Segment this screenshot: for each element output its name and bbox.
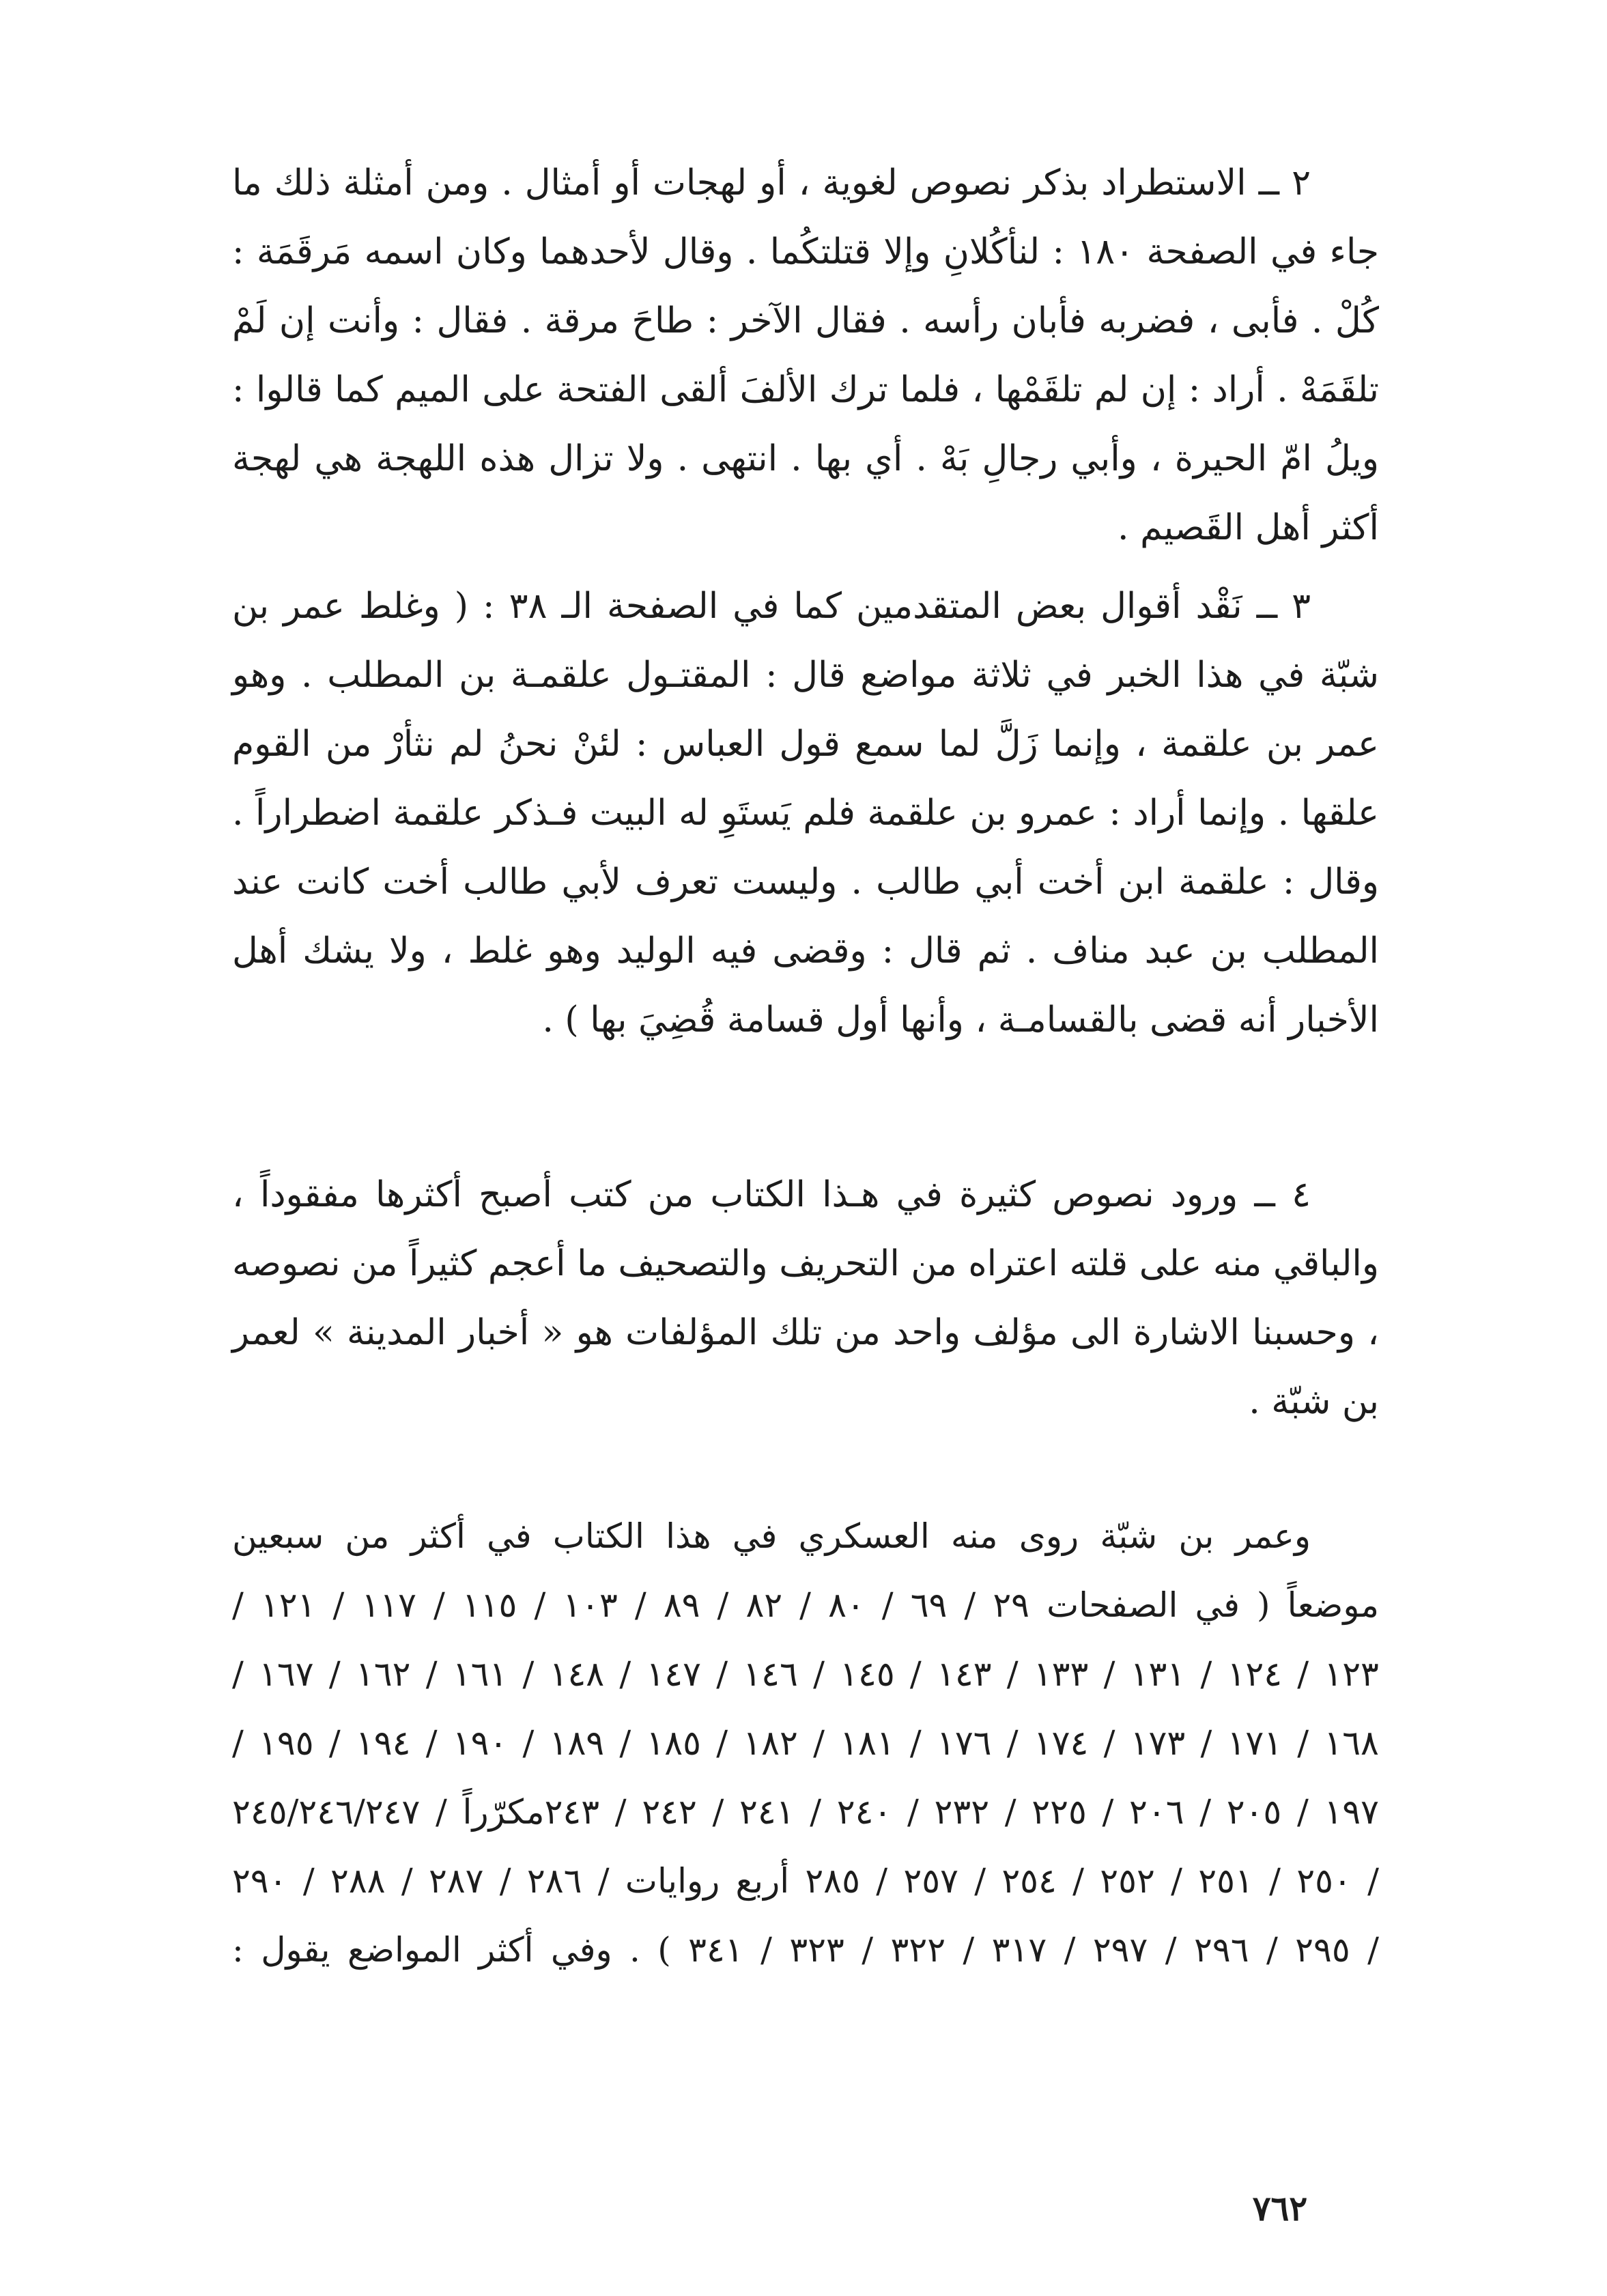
cited-page-number: ١٣١ bbox=[1130, 1654, 1186, 1694]
paragraph-text: ٤ ــ ورود نصوص كثيرة في هـذا الكتاب من كتب أصبح أكثرها مفقوداً ، والباقي منه على قلته اعتراه من التحريف والتصحيف ما أعجم كثيراً من نصوصه ، وحسبنا الاشارة الى مؤلف واحد من تلك المؤلفات هو « أخبار المدينة » لعمر بن شبّة . bbox=[232, 1174, 1379, 1422]
cited-page-number: ٢٩٠ bbox=[232, 1861, 287, 1901]
cited-page-number: ٣٢٢ bbox=[890, 1930, 946, 1970]
cited-page-number: ٣٤١ bbox=[688, 1930, 743, 1970]
cited-page-number: ٢٠٦ bbox=[1128, 1792, 1184, 1832]
cited-page-number: ٢٤٠ bbox=[836, 1792, 892, 1832]
cited-page-number: ٢٥٤ bbox=[1001, 1861, 1057, 1901]
paragraph-4-lost-sources bbox=[232, 1161, 1379, 1436]
paragraph-cited-pages bbox=[232, 1502, 1379, 1985]
cited-page-number: ٢٥١ bbox=[1198, 1861, 1253, 1901]
cited-page-number: ١٧٤ bbox=[1033, 1723, 1089, 1763]
cited-page-number: ٢٥٠ bbox=[1296, 1861, 1352, 1901]
cited-page-number: ٦٩ bbox=[910, 1585, 948, 1625]
cited-pages-list: ٢٩ / ٦٩ / ٨٠ / ٨٢ / ٨٩ / ١٠٣ / ١١٥ / ١١٧ / ١٢١ / ١٢٣ / ١٢٤ / ١٣١ / ١٣٣ / ١٤٣ / ١٤٥ / ١٤٦ / ١٤٧ / ١٤٨ / ١٦١ / ١٦٢ / ١٦٧ / ١٦٨ / ١٧١ / ١٧٣ / ١٧٤ / ١٧٦ / ١٨١ / ١٨٢ / ١٨٥ / ١٨٩ / ١٩٠ / ١٩٤ / ١٩٥ / ١٩٧ / ٢٠٥ / ٢٠٦ / ٢٢٥ / ٢٣٢ / ٢٤٠ / ٢٤١ / ٢٤٢ / ٢٤٣مكرّراً / ٢٤٥/٢٤٦/٢٤٧ / ٢٥٠ / ٢٥١ / ٢٥٢ / ٢٥٤ / ٢٥٧ / ٢٨٥ أربع روايات / ٢٨٦ / ٢٨٧ / ٢٨٨ / ٢٩٠ / ٢٩٥ / ٢٩٦ / ٢٩٧ / ٣١٧ / ٣٢٢ / ٣٢٣ / ٣٤١ bbox=[232, 1585, 1380, 1970]
cited-page-number: ١٩٠ bbox=[452, 1723, 508, 1763]
cited-page-number: ٢٩ bbox=[993, 1585, 1030, 1625]
cited-page-number: ٢٨٦ bbox=[526, 1861, 582, 1901]
cited-page-number: ١٩٥ bbox=[259, 1723, 314, 1763]
cited-page-number: ١٦٨ bbox=[1324, 1723, 1379, 1763]
page-number: ٧٦٢ bbox=[1252, 2188, 1308, 2228]
cited-page-number: ١٠٣ bbox=[563, 1585, 618, 1625]
paragraph-3-criticism bbox=[232, 572, 1379, 1055]
cited-page-number: ٢٨٨ bbox=[330, 1861, 386, 1901]
cited-page-number: ١٩٧ bbox=[1324, 1792, 1380, 1832]
cited-page-number: ١٦١ bbox=[452, 1654, 508, 1694]
cited-page-number: ٢٥٢ bbox=[1100, 1861, 1155, 1901]
cited-page-number: ٨٢ bbox=[745, 1585, 783, 1625]
cited-page-number: ١٤٦ bbox=[743, 1654, 798, 1694]
cited-page-number: ٨٠ bbox=[828, 1585, 865, 1625]
cited-page-number: ١٩٤ bbox=[355, 1723, 411, 1763]
cited-page-number: ٢٠٥ bbox=[1226, 1792, 1282, 1832]
closing-intro: وعمر بن شبّة روى منه العسكري في هذا الكتاب في أكثر من سبعين موضعاً ( في الصفحات bbox=[232, 1516, 1380, 1625]
cited-page-number: ٣٢٣ bbox=[789, 1930, 844, 1970]
cited-page-number: ١٧١ bbox=[1227, 1723, 1283, 1763]
paragraph-text: ٣ ــ نَقْد أقوال بعض المتقدمين كما في الصفحة الـ ٣٨ : ( وغلط عمر بن شبّة في هذا الخبر في ثلاثة مواضع قال : المقتـول علقمـة بن المطلب . وهو عمر بن علقمة ، وإنما زَلَّ لما سمع قول العباس : لئنْ نحنُ لم نثأرْ من القوم علقها . وإنما أراد : عمرو بن علقمة فلم يَستَوِ له البيت فـذكر علقمة اضطراراً . وقال : علقمة ابن أخت أبي طالب . وليست تعرف لأبي طالب أخت كانت عند المطلب بن عبد مناف . ثم قال : وقضى فيه الوليد وهو غلط ، ولا يشك أهل الأخبار أنه قضى بالقسامـة ، وأنها أول قسامة قُضِيَ بها ) . bbox=[232, 586, 1379, 1040]
cited-page-number: ١٧٣ bbox=[1130, 1723, 1186, 1763]
cited-page-number: ٢٨٧ bbox=[428, 1861, 484, 1901]
cited-page-number: ١٦٧ bbox=[259, 1654, 314, 1694]
cited-page-number: ١٢٤ bbox=[1227, 1654, 1283, 1694]
cited-page-number: ١٢٣ bbox=[1324, 1654, 1379, 1694]
closing-tail: ) . وفي أكثر المواضع يقول : bbox=[232, 1930, 671, 1970]
cited-page-number: ١٨١ bbox=[840, 1723, 895, 1763]
cited-page-number: ١١٥ bbox=[461, 1585, 517, 1625]
cited-page-number: ١٢١ bbox=[260, 1585, 316, 1625]
cited-page-number: ١٤٥ bbox=[840, 1654, 895, 1694]
cited-page-number: ٢٤٥/٢٤٦/٢٤٧ bbox=[232, 1792, 421, 1832]
cited-page-number: ١٨٥ bbox=[646, 1723, 702, 1763]
cited-page-number: ١٨٩ bbox=[549, 1723, 605, 1763]
cited-page-number: ٢٩٥ bbox=[1295, 1930, 1350, 1970]
cited-page-number: ١٤٣ bbox=[936, 1654, 992, 1694]
cited-page-number: ٢٤٣مكرّراً bbox=[462, 1792, 600, 1832]
cited-page-number: ٢٤١ bbox=[739, 1792, 795, 1832]
cited-page-number: ١٧٦ bbox=[936, 1723, 992, 1763]
cited-page-number: ٢٩٧ bbox=[1092, 1930, 1148, 1970]
cited-page-number: ٢٤٢ bbox=[642, 1792, 697, 1832]
paragraph-text: ٢ ــ الاستطراد بذكر نصوص لغوية ، أو لهجات أو أمثال . ومن أمثلة ذلك ما جاء في الصفحة ١٨٠ : لنأكُلانِ وإلا قتلتكُما . وقال لأحدهما وكان اسمه مَرقَمَة : كُلْ . فأبى ، فضربه فأبان رأسه . فقال الآخر : طاحَ مرقة . فقال : وأنت إن لَمْ تلقَمَهْ . أراد : إن لم تلقَمْها ، فلما ترك الألفَ ألقى الفتحة على الميم كما قالوا : ويلُ امّ الحيرة ، وأبي رجالِ بَهْ . أي بها . انتهى . ولا تزال هذه اللهجة هي لهجة أكثر أهل القَصيم . bbox=[232, 162, 1379, 548]
cited-page-number: ١٦٢ bbox=[355, 1654, 411, 1694]
cited-page-number: ٢٣٢ bbox=[934, 1792, 990, 1832]
cited-page-number: ٨٩ bbox=[663, 1585, 700, 1625]
cited-page-number: ٣١٧ bbox=[991, 1930, 1047, 1970]
cited-page-number: ١١٧ bbox=[361, 1585, 416, 1625]
cited-page-number: ١٣٣ bbox=[1033, 1654, 1089, 1694]
cited-page-number: ١٨٢ bbox=[743, 1723, 798, 1763]
cited-page-number: ٢٩٦ bbox=[1194, 1930, 1249, 1970]
cited-page-number: ٢٢٥ bbox=[1032, 1792, 1087, 1832]
cited-page-number: ٢٨٥ أربع روايات bbox=[625, 1861, 860, 1901]
cited-page-number: ١٤٧ bbox=[646, 1654, 702, 1694]
cited-page-number: ٢٥٧ bbox=[903, 1861, 958, 1901]
cited-page-number: ١٤٨ bbox=[549, 1654, 605, 1694]
paragraph-2-linguistic-digression bbox=[232, 149, 1379, 563]
